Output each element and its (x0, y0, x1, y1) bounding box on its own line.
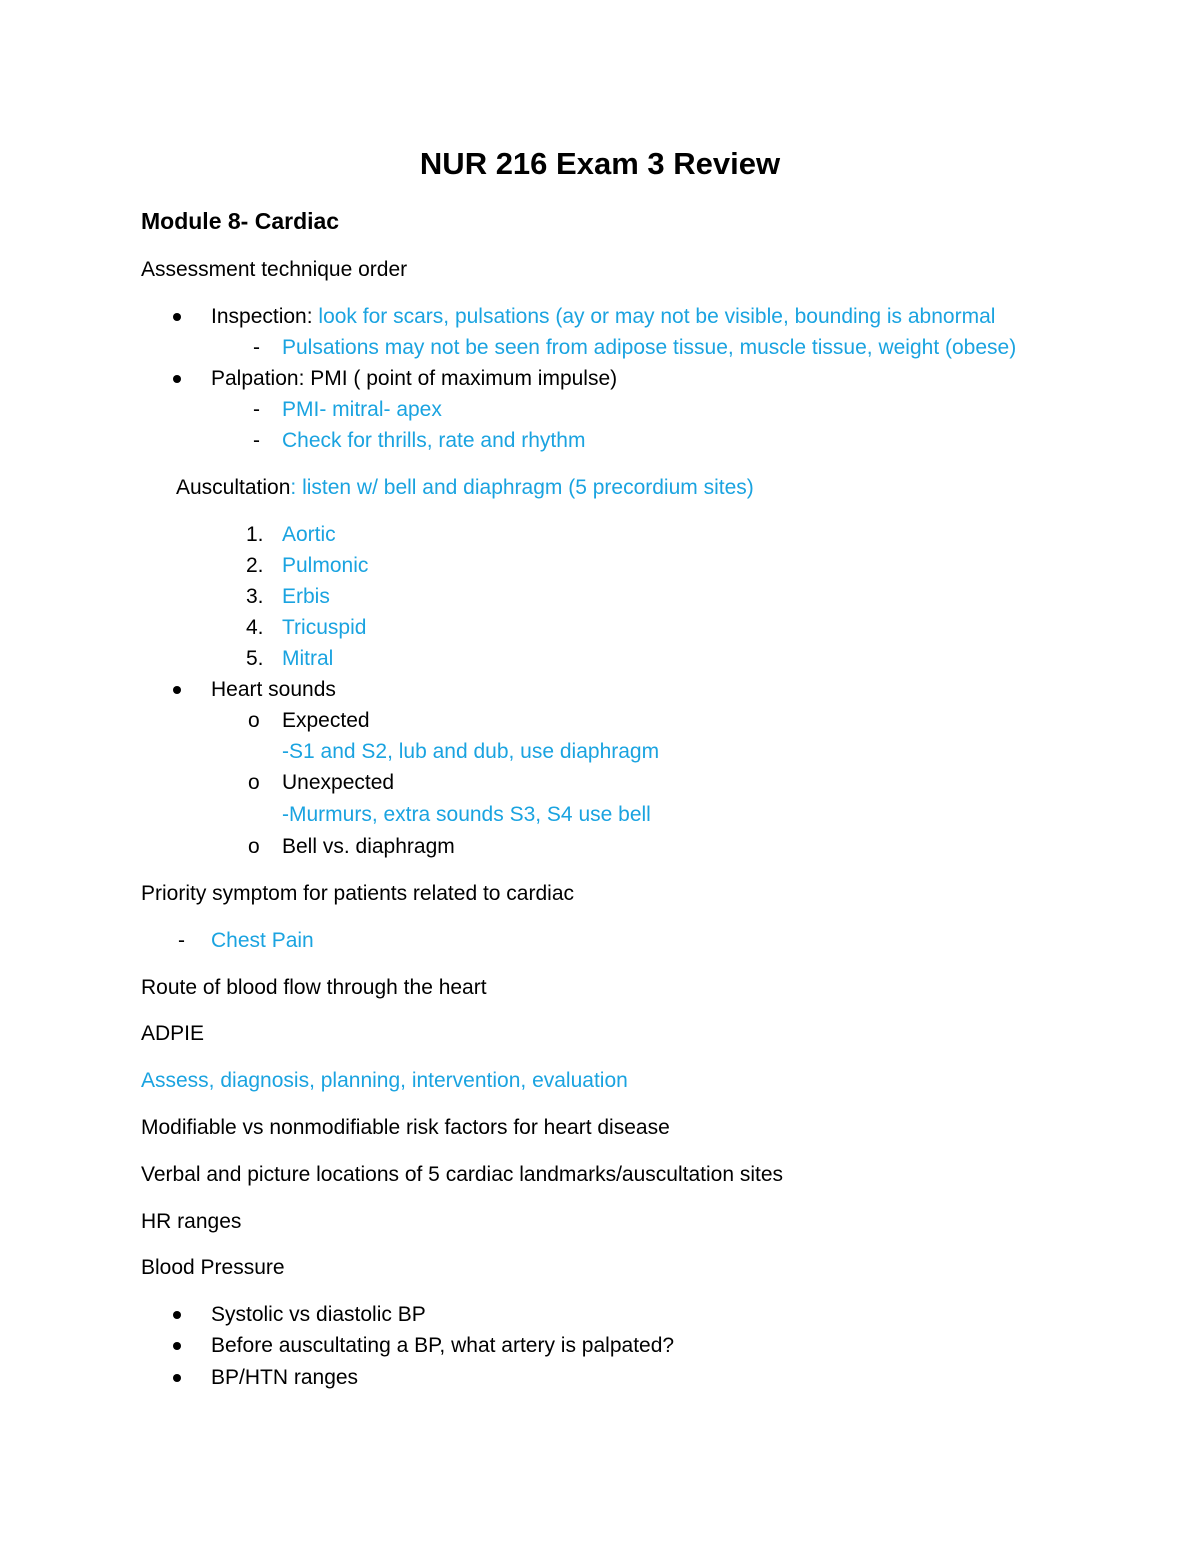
dash-marker: - (253, 429, 260, 452)
palpation-label: Palpation: PMI ( point of maximum impulse) (211, 367, 618, 390)
bullet-icon (173, 1342, 181, 1350)
adpie-answer: Assess, diagnosis, planning, intervention, evaluation (141, 1069, 628, 1092)
site-pulmonic: Pulmonic (282, 554, 369, 577)
blood-pressure-label: Blood Pressure (141, 1256, 285, 1279)
module-heading: Module 8- Cardiac (141, 208, 340, 234)
inspection-line (211, 304, 995, 330)
auscultation-label: Auscultation (176, 476, 291, 499)
risk-factors-text: Modifiable vs nonmodifiable risk factors for heart disease (141, 1116, 670, 1139)
page-title: NUR 216 Exam 3 Review (419, 146, 781, 181)
expected-detail: -S1 and S2, lub and dub, use diaphragm (282, 740, 660, 763)
list-number: 1. (246, 523, 264, 546)
list-number: 5. (246, 647, 264, 670)
bullet-icon (173, 1374, 181, 1382)
circle-bullet-icon: o (248, 835, 260, 858)
unexpected-detail: -Murmurs, extra sounds S3, S4 use bell (282, 803, 651, 826)
assessment-order-text: Assessment technique order (141, 258, 408, 281)
auscultation-text: : listen w/ bell and diaphragm (5 precordium sites) (290, 476, 754, 499)
site-erbis: Erbis (282, 585, 330, 608)
list-number: 4. (246, 616, 264, 639)
bp-item-3: BP/HTN ranges (211, 1366, 359, 1389)
circle-bullet-icon: o (248, 771, 260, 794)
inspection-label: Inspection: (211, 305, 319, 328)
heart-sounds-label: Heart sounds (211, 678, 336, 701)
landmarks-text: Verbal and picture locations of 5 cardiac landmarks/auscultation sites (141, 1163, 784, 1186)
unexpected-label: Unexpected (282, 771, 395, 794)
auscultation-line (176, 475, 754, 501)
site-mitral: Mitral (282, 647, 334, 670)
inspection-sub: Pulsations may not be seen from adipose tissue, muscle tissue, weight (obese) (282, 336, 1017, 359)
circle-bullet-icon: o (248, 709, 260, 732)
bullet-icon (173, 375, 181, 383)
dash-marker: - (178, 929, 185, 952)
bullet-icon (173, 313, 181, 321)
route-text: Route of blood flow through the heart (141, 976, 487, 999)
bullet-icon (173, 686, 181, 694)
bp-item-2: Before auscultating a BP, what artery is palpated? (211, 1334, 675, 1357)
expected-label: Expected (282, 709, 370, 732)
dash-marker: - (253, 398, 260, 421)
priority-question: Priority symptom for patients related to cardiac (141, 882, 575, 905)
list-number: 2. (246, 554, 264, 577)
list-number: 3. (246, 585, 264, 608)
bullet-icon (173, 1311, 181, 1319)
bp-item-1: Systolic vs diastolic BP (211, 1303, 426, 1326)
hr-ranges-text: HR ranges (141, 1210, 242, 1233)
site-aortic: Aortic (282, 523, 336, 546)
priority-answer: Chest Pain (211, 929, 314, 952)
site-tricuspid: Tricuspid (282, 616, 367, 639)
inspection-text: look for scars, pulsations (ay or may not be visible, bounding is abnormal (318, 305, 996, 328)
bell-vs-diaphragm: Bell vs. diaphragm (282, 835, 455, 858)
adpie-label: ADPIE (141, 1022, 205, 1045)
palpation-sub-1: PMI- mitral- apex (282, 398, 442, 421)
dash-marker: - (253, 336, 260, 359)
palpation-sub-2: Check for thrills, rate and rhythm (282, 429, 586, 452)
